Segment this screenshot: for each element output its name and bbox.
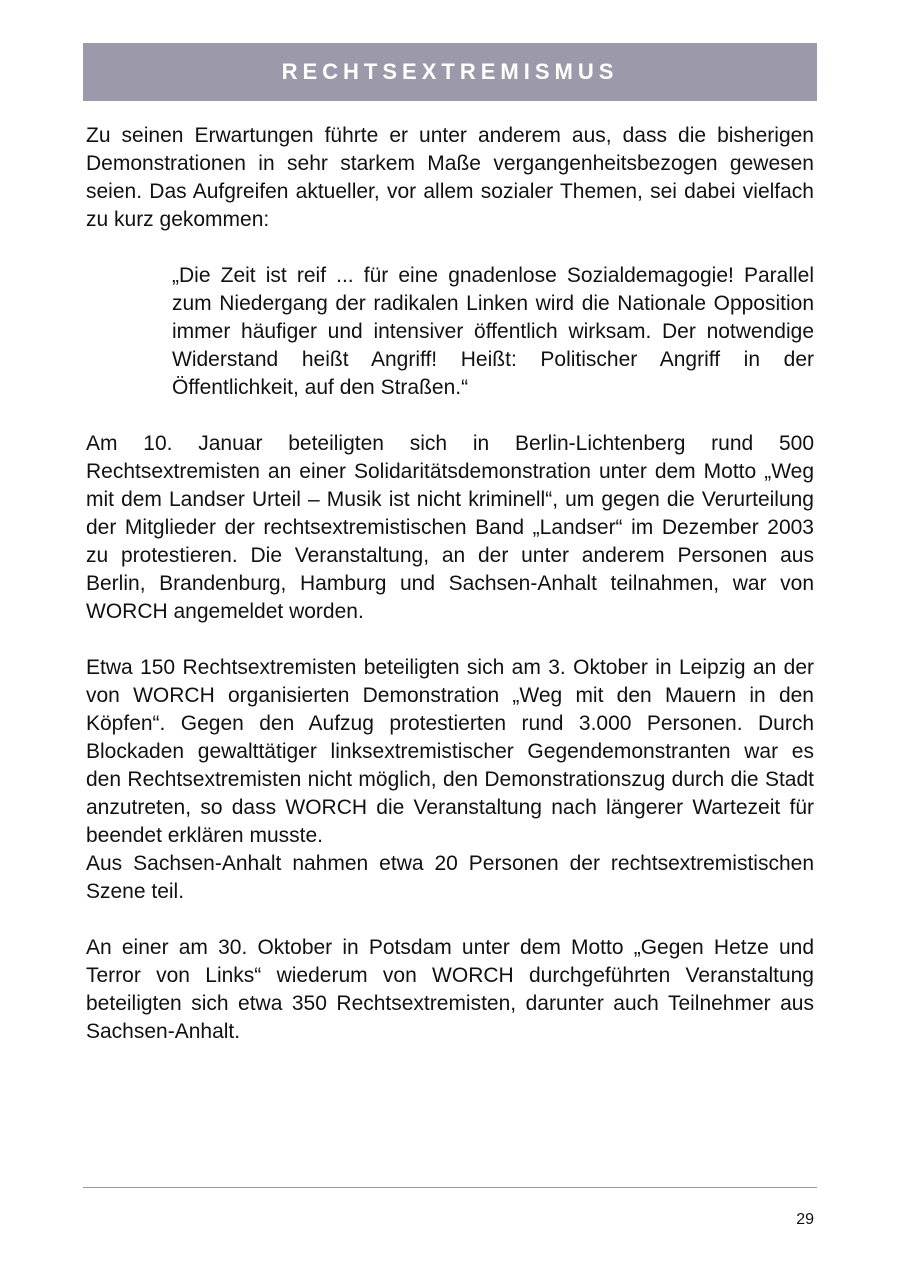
- block-quote: „Die Zeit ist reif ... für eine gnadenlose Sozialdemagogie! Parallel zum Niedergang der radikalen Linken wird die Nationale Opposition immer häufiger und intensiver öffentlich wirksam. Der notwendige Widerstand heißt Angriff! Heißt: Politischer Angriff in der Öffentlichkeit, auf den Straßen.“: [172, 264, 814, 399]
- section-header-bar: [83, 43, 817, 101]
- paragraph-leipzig: Etwa 150 Rechtsextremisten beteiligten sich am 3. Oktober in Leipzig an der von WORCH organisierten Demonstration „Weg mit den Mauern in den Köpfen“. Gegen den Aufzug protestierten rund 3.000 Personen. Durch Blockaden gewalttätiger linksextremistischer Gegendemonstranten war es den Rechtsextremisten nicht möglich, den Demonstrationszug durch die Stadt anzutreten, so dass WORCH die Veranstaltung nach längerer Wartezeit für beendet erklären musste.: [86, 656, 814, 847]
- page-content: [86, 122, 814, 1046]
- paragraph-potsdam: An einer am 30. Oktober in Potsdam unter dem Motto „Gegen Hetze und Terror von Links“ wiederum von WORCH durchgeführten Veranstaltung beteiligten sich etwa 350 Rechtsextremisten, darunter auch Teilnehmer aus Sachsen-Anhalt.: [86, 936, 814, 1043]
- section-title: RECHTSEXTREMISMUS: [281, 59, 619, 84]
- paragraph-berlin: Am 10. Januar beteiligten sich in Berlin-Lichtenberg rund 500 Rechtsextremisten an einer Solidaritätsdemonstration unter dem Motto „Weg mit dem Landser Urteil – Musik ist nicht kriminell“, um gegen die Verurteilung der Mitglieder der rechtsextremistischen Band „Landser“ im Dezember 2003 zu protestieren. Die Veranstaltung, an der unter anderem Personen aus Berlin, Brandenburg, Hamburg und Sachsen-Anhalt teilnahmen, war von WORCH angemeldet worden.: [86, 432, 814, 623]
- page-number: 29: [796, 1211, 814, 1228]
- paragraph-sachsen-anhalt: Aus Sachsen-Anhalt nahmen etwa 20 Personen der rechtsextremistischen Szene teil.: [86, 852, 814, 903]
- footer-divider: [83, 1187, 817, 1188]
- paragraph-spacer: [86, 626, 814, 654]
- paragraph-spacer: [86, 906, 814, 934]
- intro-paragraph: Zu seinen Erwartungen führte er unter anderem aus, dass die bisherigen Demonstrationen in sehr starkem Maße vergangenheitsbezogen gewesen seien. Das Aufgreifen aktueller, vor allem sozialer Themen, sei dabei vielfach zu kurz gekommen:: [86, 124, 814, 231]
